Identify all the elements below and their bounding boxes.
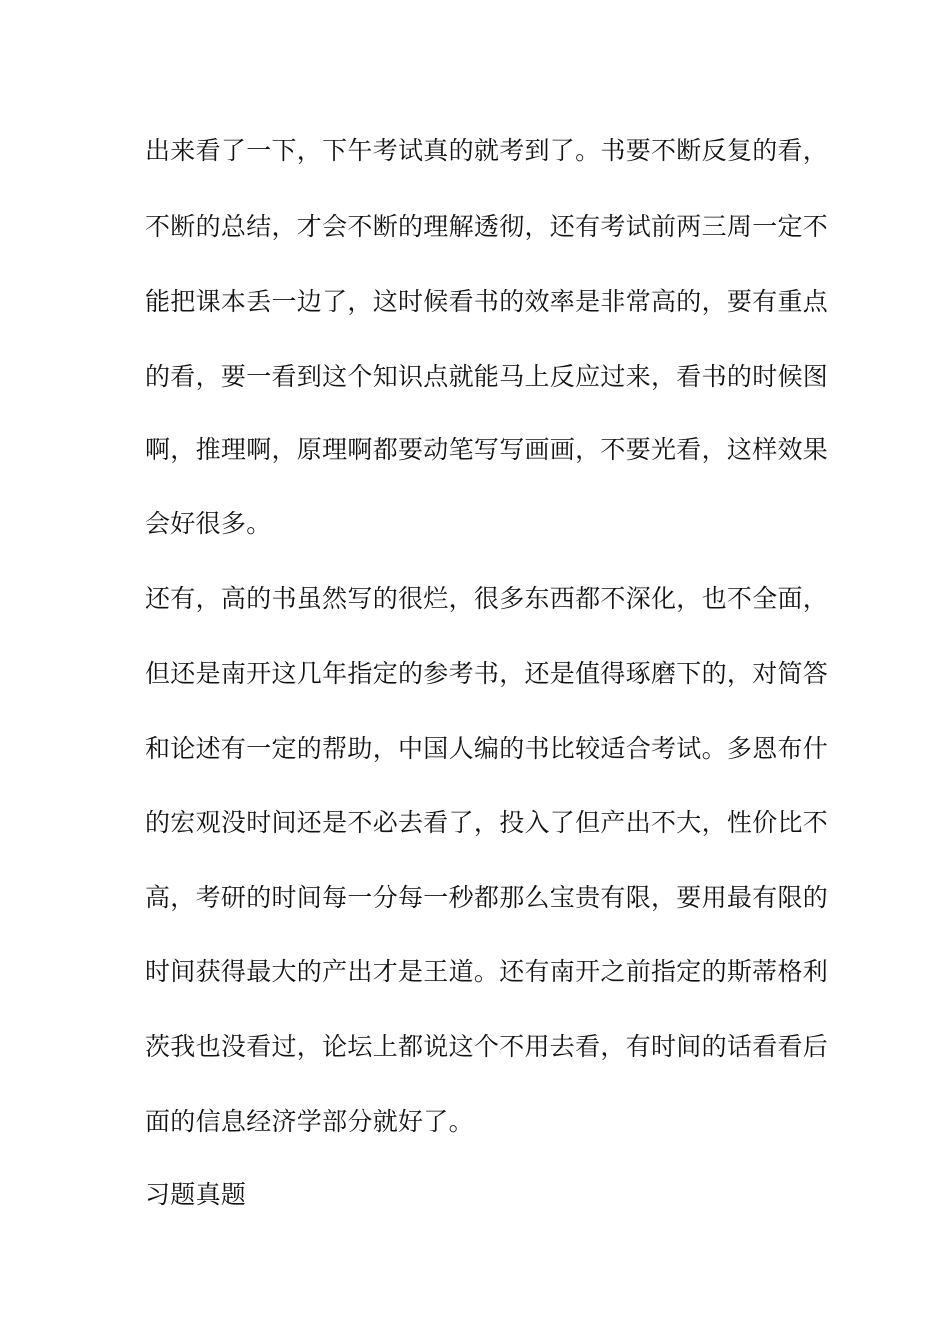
text-line-1: 出来看了一下，下午考试真的就考到了。书要不断反复的看， [145,136,829,165]
text-line-9: 和论述有一定的帮助，中国人编的书比较适合考试。多恩布什 [145,734,829,763]
section-heading: 习题真题 [145,1180,247,1209]
text-line-7: 还有，高的书虽然写的很烂，很多东西都不深化，也不全面， [145,584,829,613]
text-line-14: 面的信息经济学部分就好了。 [145,1107,474,1136]
text-line-10: 的宏观没时间还是不必去看了，投入了但产出不大，性价比不 [145,808,829,837]
text-line-8: 但还是南开这几年指定的参考书，还是值得琢磨下的，对简答 [145,659,829,688]
text-line-6: 会好很多。 [145,509,272,538]
text-line-11: 高，考研的时间每一分每一秒都那么宝贵有限，要用最有限的 [145,883,829,912]
text-line-2: 不断的总结，才会不断的理解透彻，还有考试前两三周一定不 [145,212,829,241]
text-line-3: 能把课本丢一边了，这时候看书的效率是非常高的，要有重点 [145,287,829,316]
text-line-13: 茨我也没看过，论坛上都说这个不用去看，有时间的话看看后 [145,1032,829,1061]
text-line-12: 时间获得最大的产出才是王道。还有南开之前指定的斯蒂格利 [145,957,829,986]
text-line-4: 的看，要一看到这个知识点就能马上反应过来，看书的时候图 [145,362,829,391]
text-line-5: 啊，推理啊，原理啊都要动笔写写画画，不要光看，这样效果 [145,435,829,464]
